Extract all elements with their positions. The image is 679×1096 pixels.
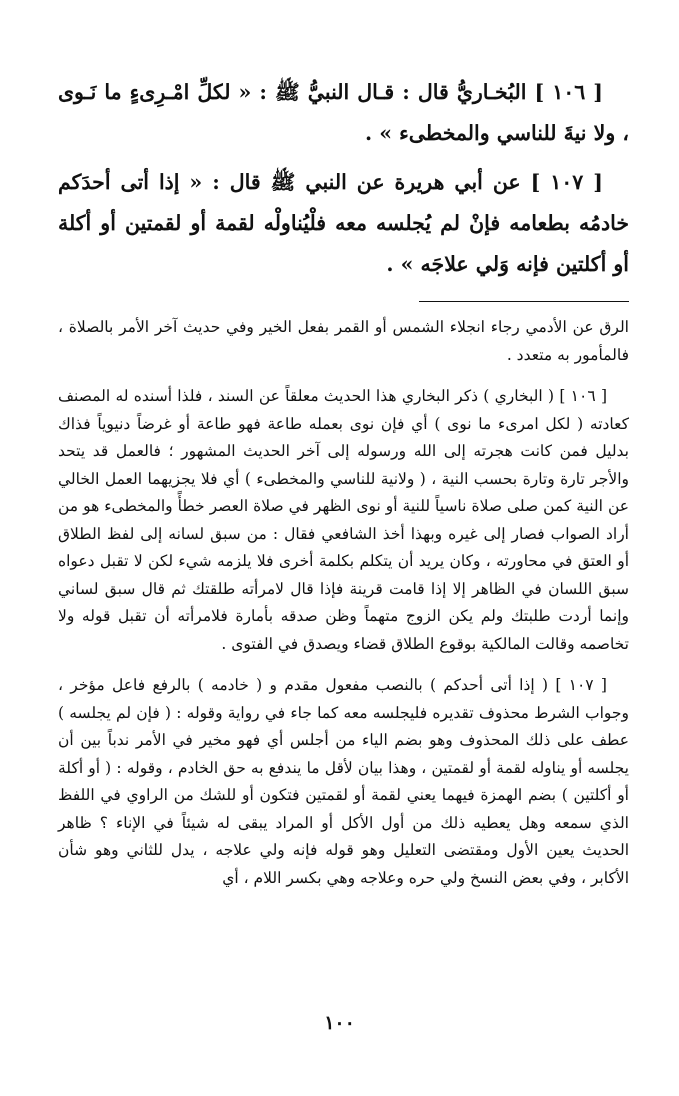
commentary-continuation: الرق عن الأدمي رجاء انجلاء الشمس أو القمر بفعل الخير وفي حديث آخر الأمر بالصلاة ، فالمأمور به متعدد . <box>58 318 629 364</box>
page-number: ١٠٠ <box>324 1012 355 1034</box>
book-page <box>58 72 629 906</box>
hadith-main-text <box>58 72 629 285</box>
hadith-106: [ ١٠٦ ] البُخـاريُّ قال : قـال النبيُّ ﷺ : « لكلِّ امْـرِىءٍ ما نَـوى ، ولا نيةَ للناسي والمخطىء » . <box>58 80 629 145</box>
footnote-divider <box>419 301 629 302</box>
commentary-106: [ ١٠٦ ] ( البخاري ) ذكر البخاري هذا الحديث معلقاً عن السند ، فلذا أسنده له المصنف كعادته ( لكل امرىء ما نوى ) أي فإن نوى بعمله طاعة فهو طاعة أو غرضاً دنيوياً فذاك بدليل فمن كانت هجرته إلى الله ورسوله إلى آخر الحديث المشهور ؛ فالعمل قد يتحد والأجر تارة وتارة بحسب النية ، ( ولانية للناسي والمخطىء ) أي فلا يجزيهما العمل الخالي عن النية كمن صلى صلاة ناسياً للنية أو نوى الظهر في صلاة العصر خطأً والمخطىء هو من أراد الصواب فصار إلى غيره وبهذا أخذ الشافعي فقال : من سبق لسانه إلى لفظ الطلاق أو العتق في محاورته ، وكان يريد أن يتكلم بكلمة أخرى فلا يلزمه شيء لكن لا تقبل دعواه سبق اللسان في الظاهر إلا إذا قامت قرينة فإذا قال لامرأته طلقتك ثم قال سبق لساني وإنما أردت طلبتك ولم يكن الزوج متهماً وظن صدقه بأمارة فلامرأته أن تقبل قوله ولا تخاصمه وقالت المالكية بوقوع الطلاق قضاء ويصدق في الفتوى . <box>58 387 629 653</box>
commentary-107: [ ١٠٧ ] ( إذا أتى أحدكم ) بالنصب مفعول مقدم و ( خادمه ) بالرفع فاعل مؤخر ، وجواب الشرط محذوف تقديره فليجلسه معه كما جاء في رواية وقوله : ( فإن لم يجلسه ) عطف على ذلك المحذوف وهو بضم الياء من أجلس أي فهو مخير في الأمر ندباً بين أن يجلسه أو يناوله لقمة أو لقمتين ، وهذا بيان لأقل ما يندفع به حق الخادم ، وقوله : ( أو أكلة أو أكلتين ) بضم الهمزة فيهما يعني لقمة أو لقمتين فتكون أو للشك من الراوي في اللفظ الذي سمعه وهل يعطيه ذلك من أول الأكل أو المراد يبقى له شيئاً في الإناء ؟ ظاهر الحديث يعين الأول ومقتضى التعليل وهو قوله فإنه ولي علاجه ، يدل للثاني وهو شأن الأكابر ، وفي بعض النسخ ولي حره وعلاجه وهي بكسر اللام ، أي <box>58 676 629 887</box>
commentary-notes <box>58 314 629 892</box>
hadith-107: [ ١٠٧ ] عن أبي هريرة عن النبي ﷺ قال : « إذا أتى أحدَكم خادمُه بطعامه فإنْ لم يُجلسه معه فلْيُناولْه لقمة أو لقمتين أو أكلة أو أكلتين فإنه وَلي علاجَه » . <box>58 170 629 276</box>
